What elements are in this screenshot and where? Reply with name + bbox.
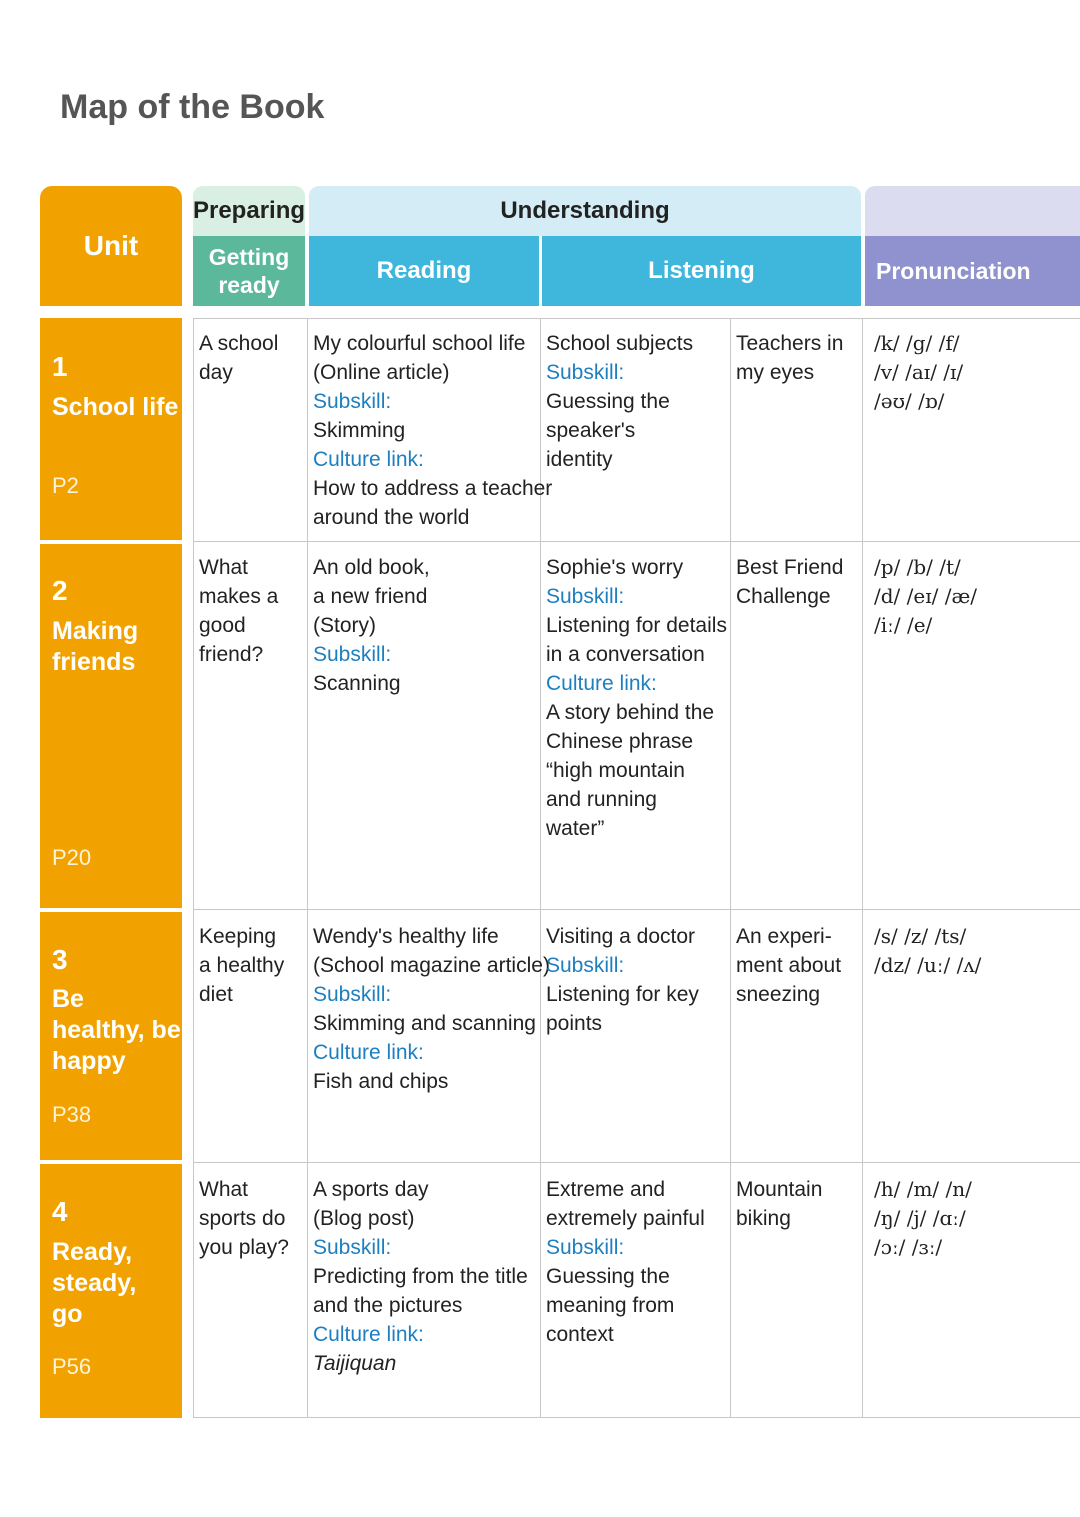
cell-line: Chinese phrase <box>546 730 694 753</box>
cell-line: Challenge <box>736 585 831 608</box>
cell-line: Skimming <box>313 419 406 442</box>
cell-line: Visiting a doctor <box>546 925 696 948</box>
listening-cell <box>546 922 699 1038</box>
cell-line: (School magazine article) <box>313 954 550 977</box>
cell-line: Scanning <box>313 672 401 695</box>
cell-line: A school <box>199 332 279 355</box>
cell-line: good <box>199 614 246 637</box>
unit-cell-4 <box>40 1164 182 1418</box>
unit-number: 4 <box>52 1196 68 1227</box>
cell-line: An old book, <box>313 556 430 579</box>
cell-line: /ŋ/ /j/ /ɑː/ <box>874 1206 966 1230</box>
unit-page: P56 <box>52 1354 92 1379</box>
pronunciation-cell <box>874 553 977 640</box>
getting-ready-cell <box>199 1175 289 1262</box>
cell-line: Teachers in <box>736 332 844 355</box>
cell-line: Mountain <box>736 1178 823 1201</box>
reading-cell <box>313 922 550 1096</box>
listening-cell <box>546 1175 705 1349</box>
cell-line: extremely painful <box>546 1207 705 1230</box>
listening-cell <box>546 329 693 474</box>
cell-line: Listening for details <box>546 614 727 637</box>
column-divider <box>730 318 731 1418</box>
culture-link-label: Culture link: <box>313 1323 424 1346</box>
column-divider <box>862 318 863 1418</box>
cell-line: My colourful school life <box>313 332 526 355</box>
listening-extra-cell <box>736 922 841 1009</box>
cell-line: An experi- <box>736 925 832 948</box>
cell-line: context <box>546 1323 614 1346</box>
listening-extra-cell <box>736 329 843 387</box>
unit-cell-2 <box>40 544 182 908</box>
pronunciation-cell <box>874 922 981 980</box>
cell-line: /h/ /m/ /n/ <box>874 1177 972 1201</box>
cell-line: School subjects <box>546 332 694 355</box>
cell-line: Listening for key <box>546 983 699 1006</box>
cell-line: /k/ /g/ /f/ <box>874 331 960 355</box>
row-divider <box>193 1162 1080 1163</box>
cell-line: makes a <box>199 585 279 608</box>
pronunciation-cell <box>874 1175 972 1262</box>
subskill-label: Subskill: <box>313 390 392 413</box>
reading-cell <box>313 329 552 532</box>
cell-line: “high mountain <box>546 759 685 782</box>
reading-cell <box>313 1175 528 1378</box>
getting-ready-cell <box>199 553 278 669</box>
unit-header: Unit <box>40 186 182 306</box>
cell-line: A story behind the <box>546 701 715 724</box>
cell-line: diet <box>199 983 233 1006</box>
cell-line: What <box>199 556 249 579</box>
cell-line: /dz/ /uː/ /ʌ/ <box>874 953 982 977</box>
column-divider <box>193 318 194 1418</box>
cell-line: A sports day <box>313 1178 429 1201</box>
cell-line: Extreme and <box>546 1178 666 1201</box>
cell-line: (Story) <box>313 614 376 637</box>
cell-line: (Online article) <box>313 361 450 384</box>
unit-page: P38 <box>52 1102 92 1127</box>
cell-line: a new friend <box>313 585 428 608</box>
listening-extra-cell <box>736 553 843 611</box>
cell-line: water” <box>546 817 605 840</box>
cell-line: around the world <box>313 506 470 529</box>
cell-line: /iː/ /e/ <box>874 613 933 637</box>
row-divider <box>193 909 1080 910</box>
pronunciation-cell <box>874 329 963 416</box>
cell-line: Taijiquan <box>313 1352 397 1375</box>
getting-ready-cell <box>199 329 278 387</box>
subskill-label: Subskill: <box>313 643 392 666</box>
cell-line: and running <box>546 788 657 811</box>
cell-line: Keeping <box>199 925 277 948</box>
listening-cell <box>546 553 727 843</box>
cell-line: /p/ /b/ /t/ <box>874 555 961 579</box>
cell-line: speaker's <box>546 419 636 442</box>
pronunciation-header: Pronunciation <box>865 236 1080 306</box>
cell-line: my eyes <box>736 361 815 384</box>
unit-name: Making friends <box>52 617 139 676</box>
culture-link-label: Culture link: <box>313 1041 424 1064</box>
unit-page: P2 <box>52 473 79 498</box>
cell-line: Best Friend <box>736 556 844 579</box>
pronunciation-header-band <box>865 186 1080 236</box>
cell-line: friend? <box>199 643 264 666</box>
cell-line: points <box>546 1012 603 1035</box>
unit-cell-1 <box>40 318 182 540</box>
cell-line: /əʊ/ /ɒ/ <box>874 389 945 413</box>
getting-ready-header: Getting ready <box>193 236 305 306</box>
unit-page: P20 <box>52 845 92 870</box>
unit-cell-3 <box>40 912 182 1160</box>
cell-line: you play? <box>199 1236 289 1259</box>
cell-line: Guessing the <box>546 1265 670 1288</box>
cell-line: identity <box>546 448 613 471</box>
reading-header: Reading <box>309 236 539 306</box>
cell-line: sneezing <box>736 983 821 1006</box>
unit-name: Ready, steady, go <box>52 1238 137 1328</box>
row-divider <box>193 541 1080 542</box>
page-title: Map of the Book <box>60 88 325 126</box>
reading-cell <box>313 553 430 698</box>
unit-number: 3 <box>52 944 68 975</box>
cell-line: Sophie's worry <box>546 556 684 579</box>
cell-line: /s/ /z/ /ts/ <box>874 924 967 948</box>
unit-name: Be healthy, be happy <box>52 985 181 1075</box>
cell-line: /v/ /aɪ/ /ɪ/ <box>874 360 964 384</box>
cell-line: Fish and chips <box>313 1070 449 1093</box>
cell-line: How to address a teacher <box>313 477 553 500</box>
cell-line: in a conversation <box>546 643 705 666</box>
culture-link-label: Culture link: <box>313 448 424 471</box>
unit-number: 1 <box>52 351 68 382</box>
cell-line: meaning from <box>546 1294 675 1317</box>
cell-line: Predicting from the title <box>313 1265 528 1288</box>
cell-line: Guessing the <box>546 390 670 413</box>
cell-line: (Blog post) <box>313 1207 415 1230</box>
cell-line: Skimming and scanning <box>313 1012 536 1035</box>
subskill-label: Subskill: <box>313 983 392 1006</box>
subskill-label: Subskill: <box>546 585 625 608</box>
subskill-label: Subskill: <box>546 954 625 977</box>
cell-line: Wendy's healthy life <box>313 925 499 948</box>
unit-number: 2 <box>52 575 68 606</box>
understanding-header: Understanding <box>309 186 861 236</box>
preparing-header: Preparing <box>193 186 305 236</box>
subskill-label: Subskill: <box>546 1236 625 1259</box>
row-divider <box>193 1417 1080 1418</box>
listening-header: Listening <box>542 236 861 306</box>
culture-link-label: Culture link: <box>546 672 657 695</box>
cell-line: biking <box>736 1207 791 1230</box>
cell-line: What <box>199 1178 249 1201</box>
column-divider <box>307 318 308 1418</box>
row-divider <box>193 318 1080 319</box>
cell-line: and the pictures <box>313 1294 463 1317</box>
cell-line: ment about <box>736 954 842 977</box>
unit-name: School life <box>52 393 179 421</box>
listening-extra-cell <box>736 1175 822 1233</box>
cell-line: a healthy <box>199 954 285 977</box>
cell-line: /d/ /eɪ/ /æ/ <box>874 584 977 608</box>
cell-line: sports do <box>199 1207 286 1230</box>
cell-line: day <box>199 361 233 384</box>
getting-ready-cell <box>199 922 284 1009</box>
subskill-label: Subskill: <box>313 1236 392 1259</box>
cell-line: /ɔː/ /ɜː/ <box>874 1235 943 1259</box>
subskill-label: Subskill: <box>546 361 625 384</box>
